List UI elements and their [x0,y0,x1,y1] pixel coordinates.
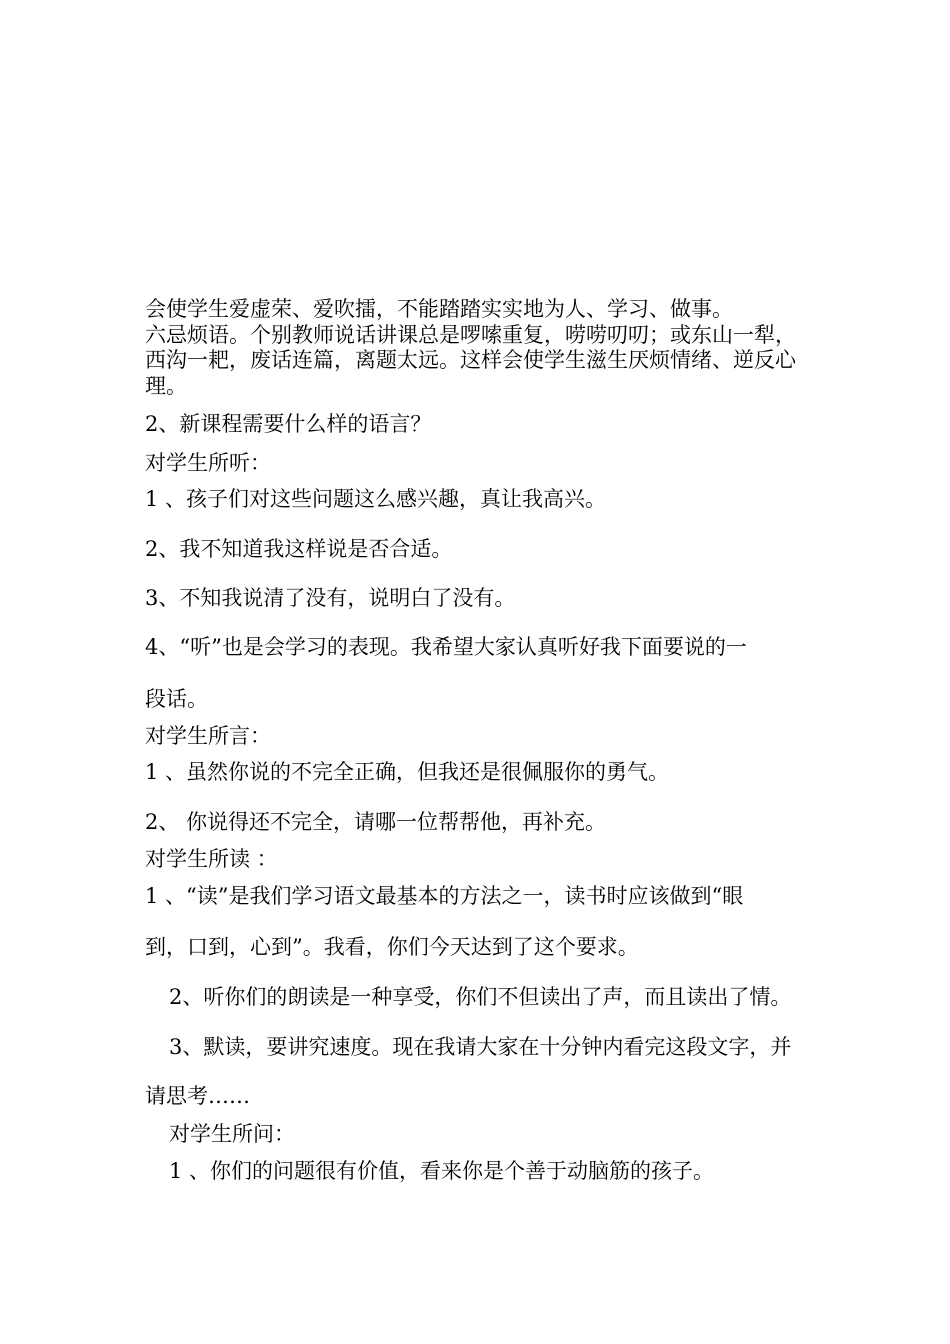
paragraph-line: 会使学生爱虚荣、爱吹擂，不能踏踏实实地为人、学习、做事。 [145,297,733,321]
paragraph-line: 西沟一耙，废话连篇，离题太远。这样会使学生滋生厌烦情绪、逆反心 [145,348,796,372]
list-item: 3、默读，要讲究速度。现在我请大家在十分钟内看完这段文字，并 [169,1035,792,1059]
list-item: 2、 你说得还不完全，请哪一位帮帮他，再补充。 [145,810,607,834]
list-item: 3、不知我说清了没有，说明白了没有。 [145,586,516,610]
list-item: 1 、孩子们对这些问题这么感兴趣，真让我高兴。 [145,487,607,511]
subsection-heading: 对学生所问： [169,1122,295,1146]
subsection-heading: 对学生所听： [145,451,271,475]
list-item: 4、“听”也是会学习的表现。我希望大家认真听好我下面要说的一 [145,635,747,659]
list-item-continuation: 到，口到，心到”。我看，你们今天达到了这个要求。 [145,935,639,959]
list-item-continuation: 段话。 [145,687,208,711]
subsection-heading: 对学生所言： [145,724,271,748]
paragraph-line: 理。 [145,374,187,398]
list-item: 2、听你们的朗读是一种享受，你们不但读出了声，而且读出了情。 [169,985,792,1009]
paragraph-line: 六忌烦语。个别教师说话讲课总是啰嗦重复，唠唠叨叨；或东山一犁， [145,323,796,347]
list-item: 1 、“读”是我们学习语文最基本的方法之一，读书时应该做到“眼 [145,884,744,908]
list-item-continuation: 请思考…… [145,1084,250,1108]
list-item: 1 、你们的问题很有价值，看来你是个善于动脑筋的孩子。 [169,1159,715,1183]
list-item: 1 、虽然你说的不完全正确，但我还是很佩服你的勇气。 [145,760,670,784]
list-item: 2、我不知道我这样说是否合适。 [145,537,453,561]
subsection-heading: 对学生所读 ： [145,847,278,871]
section-heading: 2、新课程需要什么样的语言？ [145,412,432,436]
